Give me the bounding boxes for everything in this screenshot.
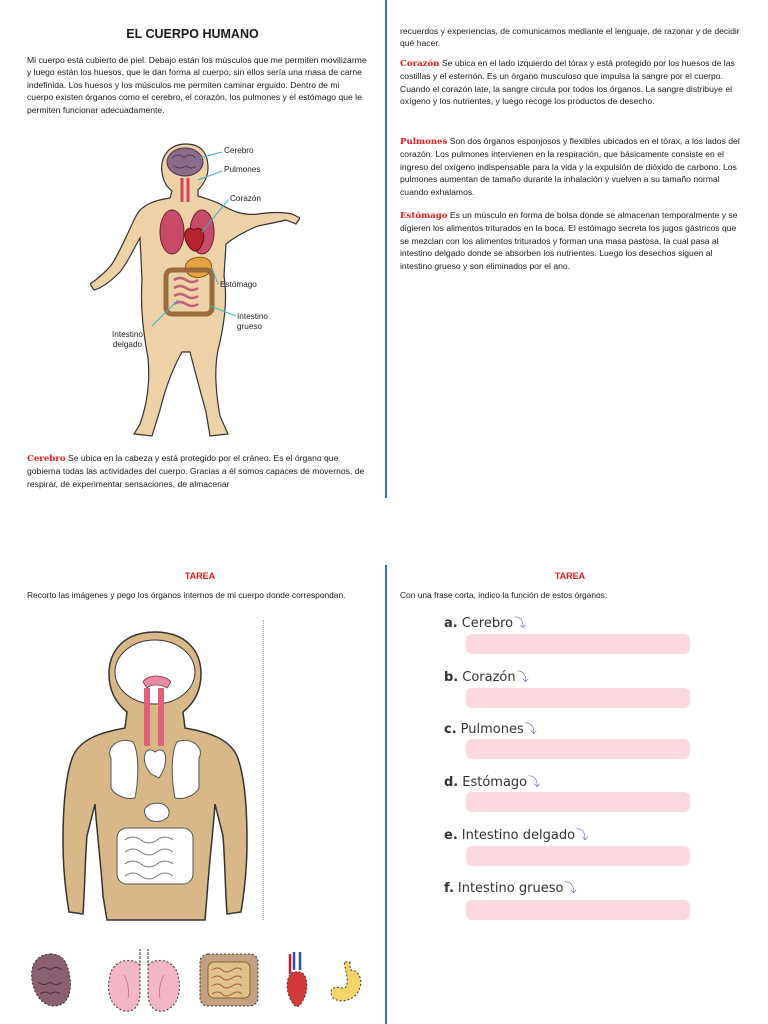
arrow-icon: ⤵ — [564, 881, 577, 895]
corazon-paragraph: Corazón Se ubica en el lado izquierdo del tórax y está protegido por los huesos de las costillas y el esternón. Es un órgano musculoso que impulsa la sangre por el cuerpo. Cuando el corazón late, la sangre circula por todos los órganos. La sangre distribuye el oxígeno y los nutrientes, y luego recoge los productos de desecho. — [400, 58, 735, 107]
cutout-heart-icon[interactable] — [282, 950, 312, 1014]
tarea-right-heading: TAREA — [554, 571, 586, 581]
cerebro-paragraph: Cerebro Se ubica en la cabeza y está protegido por el cráneo. Es el órgano que gobierna todas las actividades del cuerpo. Gracias a él somos capaces de movernos, de respirar, de experimentar sensaciones, de almacenar — [27, 453, 365, 489]
question-pulmones — [444, 720, 694, 738]
lungs-icon — [160, 210, 184, 254]
label-estomago: Estómago — [220, 280, 257, 289]
pulmones-keyword: Pulmones — [400, 137, 448, 147]
cutout-stomach-icon[interactable] — [326, 960, 366, 1006]
cutout-brain-icon[interactable] — [28, 950, 74, 1010]
cerebro-continuation: recuerdos y experiencias, de comunicarnos mediante el lenguaje, de razonar y de decidir qué hacer. — [400, 26, 740, 49]
answer-field-intestino-delgado[interactable] — [466, 846, 690, 866]
question-intestino-grueso — [444, 879, 694, 897]
estomago-paragraph: Estómago Es un músculo en forma de bolsa donde se almacenan temporalmente y se digieren los alimentos triturados en la boca. El estómago secreta los jugos gástricos que se mezclan con los alimentos triturados y forman una masa pastosa, la cual pasa al intestino delgado donde se absorben los nutrientes. Luego los desechos siguen al intestino grueso y son eliminados por el ano. — [400, 210, 738, 271]
answer-field-corazon[interactable] — [466, 688, 690, 708]
cut-line — [263, 620, 264, 920]
stomach-icon — [185, 257, 211, 277]
tarea-right-instruction: Con una frase corta, indico la función de estos órganos: — [400, 590, 608, 600]
intro-paragraph: Mi cuerpo está cubierto de piel. Debajo están los músculos que me permiten movilizarme y luego están los huesos, que le dan forma al cuerpo, sin ellos sería una masa de carne indefinida. Los huesos y los músculos me permiten caminar erguido. Dentro de mi cuerpo existen órganos como el cerebro, el corazón, los pulmones y el estómago que le permiten funcionar adecuadamente. — [27, 55, 367, 115]
arrow-icon: ⤵ — [576, 828, 589, 842]
answer-field-estomago[interactable] — [466, 792, 690, 812]
page-title: EL CUERPO HUMANO — [126, 27, 259, 41]
question-label: Intestino grueso — [457, 881, 564, 896]
arrow-icon: ⤵ — [516, 670, 529, 684]
question-letter: c. — [444, 722, 457, 737]
question-label: Corazón — [462, 670, 516, 685]
arrow-icon: ⤵ — [524, 722, 537, 736]
brain-icon — [167, 148, 203, 176]
answer-field-pulmones[interactable] — [466, 739, 690, 759]
label-intestino-grueso: Intestino grueso — [237, 312, 268, 331]
pulmones-paragraph: Pulmones Son dos órganos esponjosos y flexibles ubicados en el tórax, a los lados del corazón. Los pulmones intervienen en la respiración, que básicamente consiste en el ingreso del oxígeno indispensable para la vida y la expulsión de dióxido de carbono. Los pulmones aumentan de tamaño durante la inhalación y vuelven a su tamaño normal cuando exhalamos. — [400, 136, 740, 197]
answer-field-intestino-grueso[interactable] — [466, 900, 690, 920]
question-letter: b. — [444, 670, 459, 685]
human-body-figure — [90, 140, 300, 442]
question-letter: f. — [444, 881, 454, 896]
question-intestino-delgado — [444, 826, 694, 844]
label-corazon: Corazón — [230, 194, 261, 203]
tarea-left-heading: TAREA — [184, 571, 216, 581]
arrow-icon: ⤵ — [528, 775, 541, 789]
question-letter: d. — [444, 775, 459, 790]
cutout-lungs-icon[interactable] — [104, 945, 184, 1015]
question-estomago — [444, 773, 694, 791]
label-intestino-delgado: Intestino delgado — [112, 330, 143, 349]
tarea-left-instruction: Recorto las imágenes y pego los órganos internos de mi cuerpo donde correspondan. — [27, 590, 346, 600]
cutout-intestines-icon[interactable] — [196, 950, 262, 1010]
question-label: Intestino delgado — [461, 828, 576, 843]
question-cerebro — [444, 614, 694, 632]
question-letter: e. — [444, 828, 458, 843]
label-pulmones: Pulmones — [224, 165, 261, 174]
estomago-keyword: Estómago — [400, 211, 448, 221]
question-label: Cerebro — [461, 616, 514, 631]
question-letter: a. — [444, 616, 458, 631]
question-label: Pulmones — [460, 722, 524, 737]
column-divider-top — [385, 0, 387, 498]
torso-worksheet-figure — [55, 628, 255, 922]
question-label: Estómago — [462, 775, 528, 790]
column-divider-bottom — [385, 565, 387, 1024]
label-cerebro: Cerebro — [224, 146, 254, 155]
cerebro-keyword: Cerebro — [27, 454, 66, 464]
question-corazon — [444, 668, 694, 686]
arrow-icon: ⤵ — [514, 616, 527, 630]
corazon-keyword: Corazón — [400, 59, 440, 69]
answer-field-cerebro[interactable] — [466, 634, 690, 654]
